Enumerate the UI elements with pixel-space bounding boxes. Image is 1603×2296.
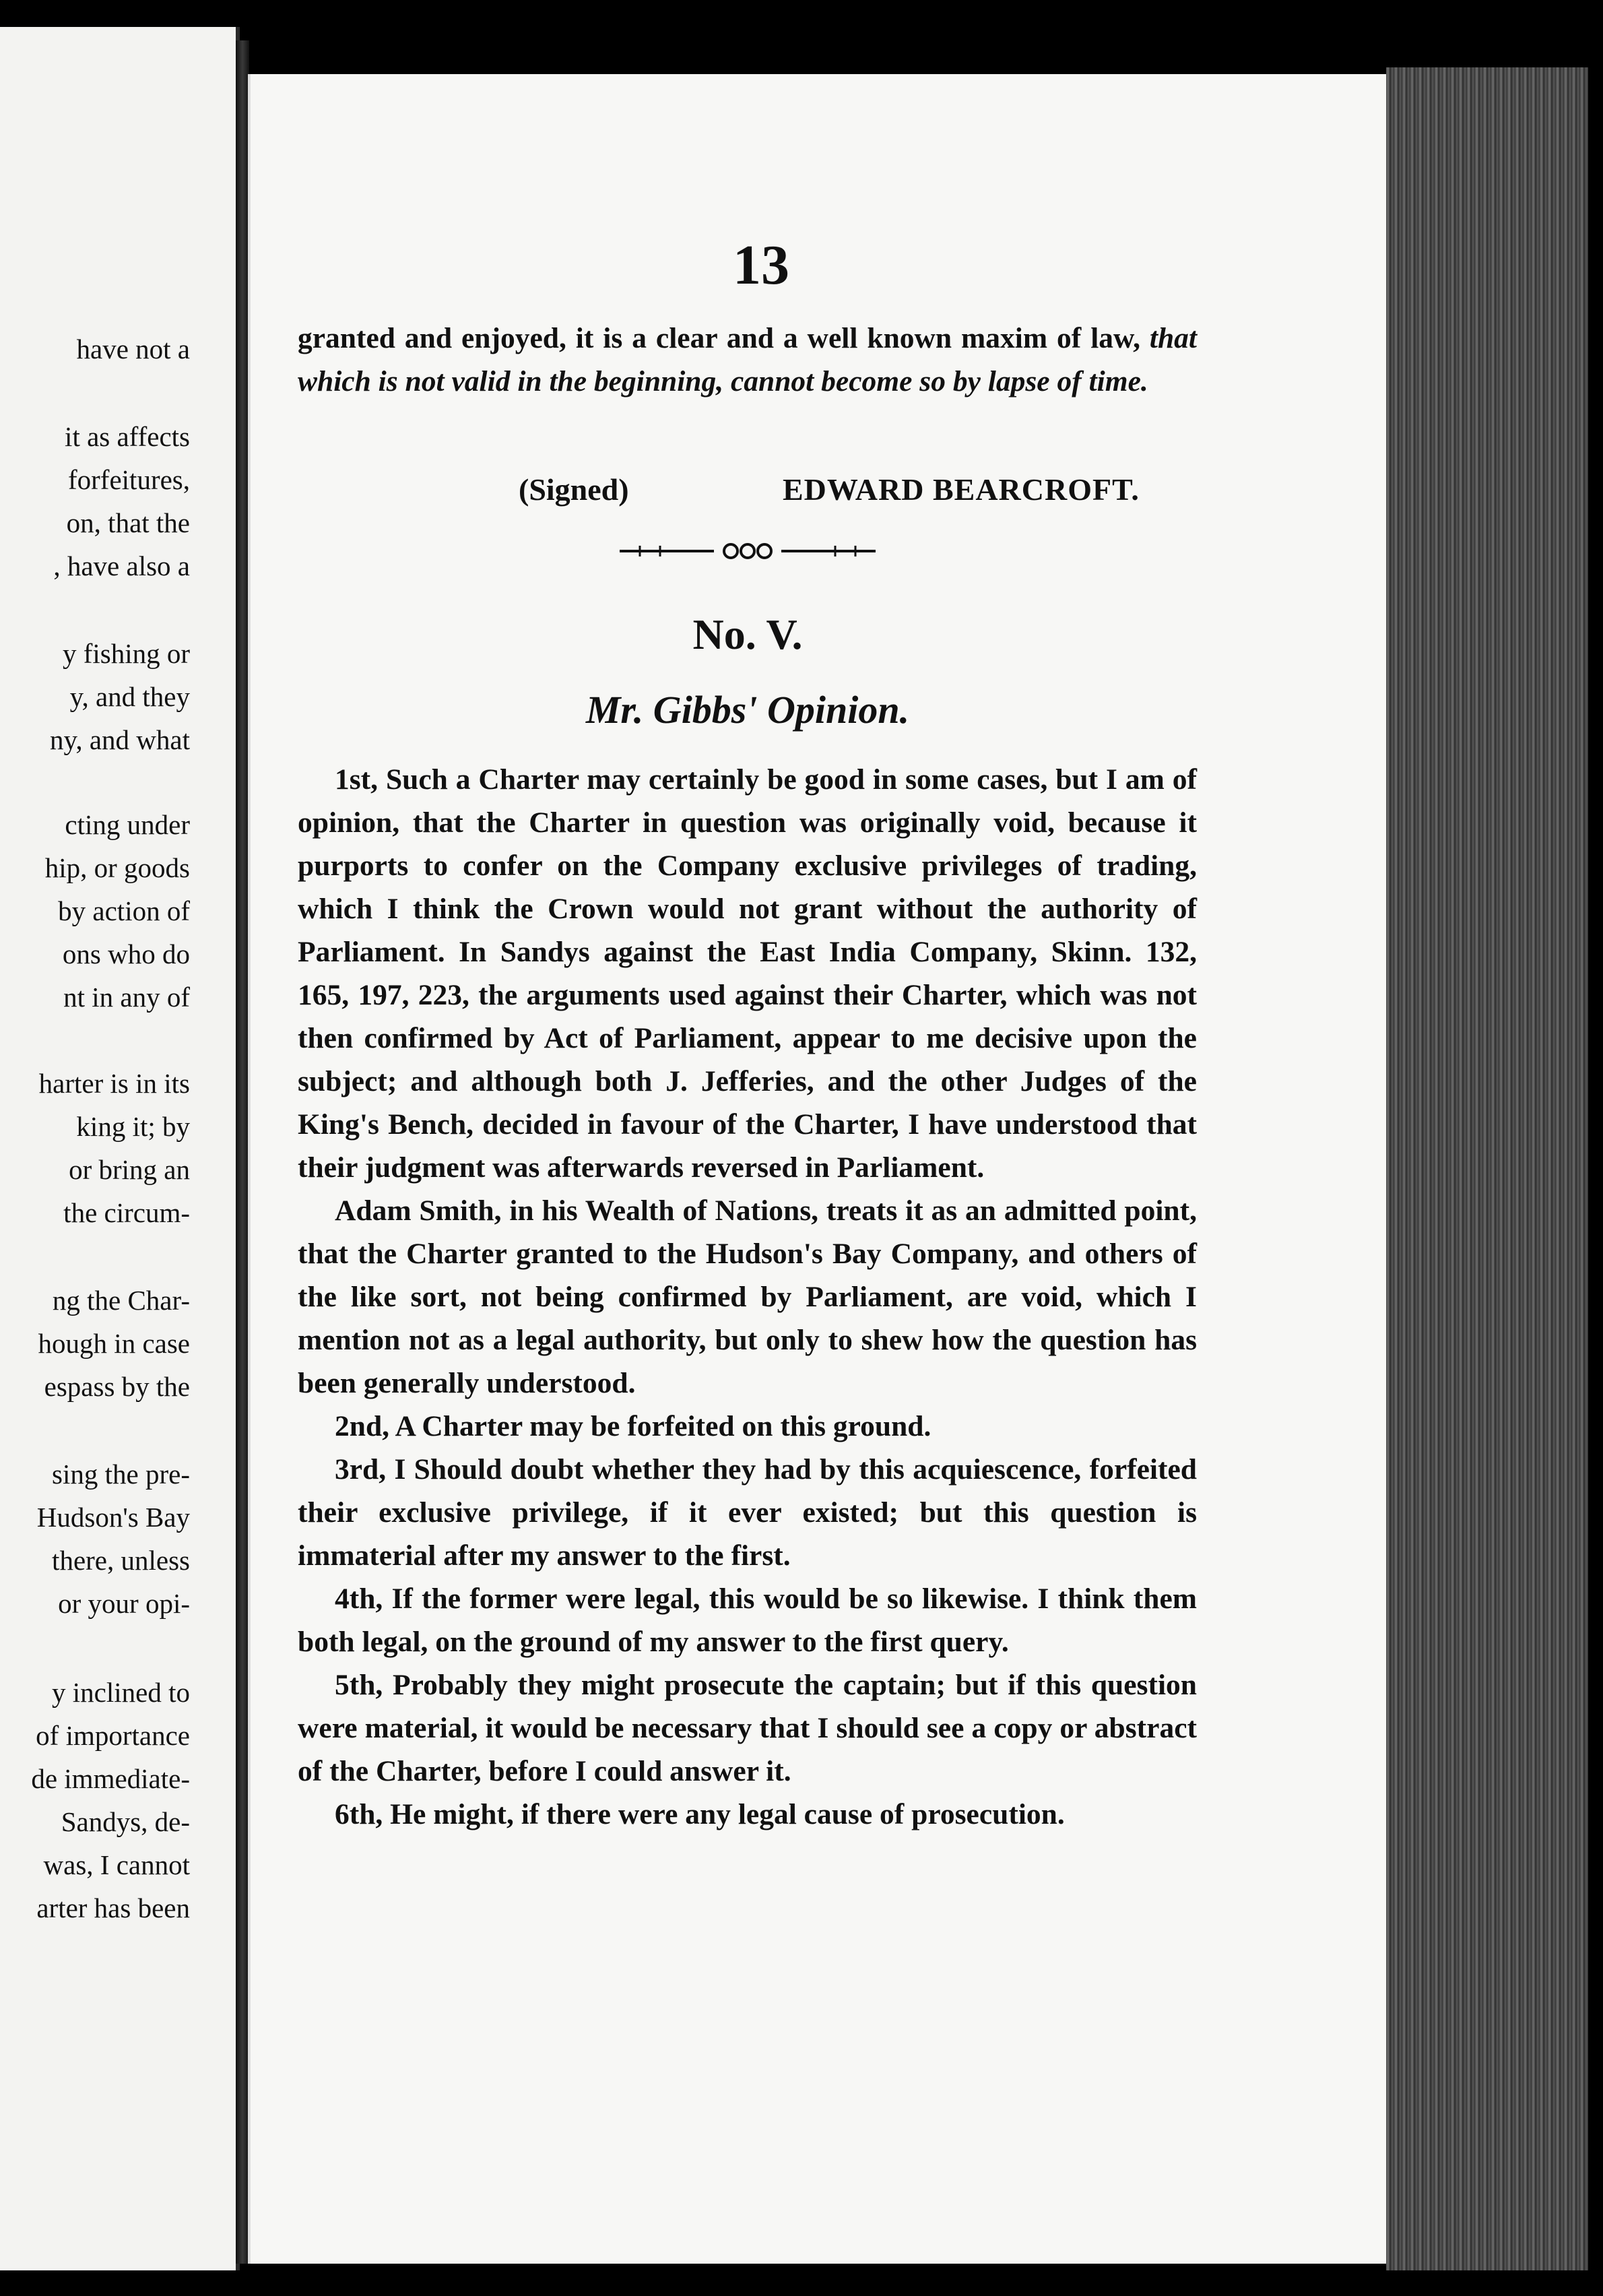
left-page-line: Hudson's Bay (36, 1502, 190, 1533)
page-number: 13 (733, 234, 789, 296)
opening-paragraph (298, 317, 1197, 403)
section-number: No. V. (692, 610, 803, 658)
left-page-line: sing the pre- (52, 1459, 190, 1490)
left-page-line: cting under (65, 809, 190, 840)
left-page-line: forfeitures, (68, 464, 190, 495)
left-page-line: king it; by (76, 1111, 190, 1142)
left-page-line: by action of (58, 895, 190, 926)
page-edge-stack (1386, 67, 1588, 2270)
left-page-line: or bring an (69, 1154, 190, 1185)
left-page-fragment (0, 27, 240, 2270)
section-title: Mr. Gibbs' Opinion. (585, 688, 910, 732)
signed-label: (Signed) (519, 472, 629, 507)
left-page-line: have not a (76, 333, 190, 364)
paragraph: 2nd, A Charter may be forfeited on this ground. (335, 1410, 931, 1442)
opening-text-2: so by (919, 365, 981, 397)
left-page-line: there, unless (52, 1545, 190, 1576)
left-page-line: or your opi- (58, 1588, 190, 1619)
left-page-line: nt in any of (63, 982, 190, 1013)
left-page-line: , have also a (53, 550, 190, 581)
paragraph: 3rd, I Should doubt whether they had by this acquiescence, forfeited their exclusive privilege, if it ever existed; but this question is immaterial after my answer to the first. (298, 1453, 1197, 1572)
left-page-line: was, I cannot (43, 1849, 190, 1880)
left-page-line: ny, and what (50, 724, 190, 755)
left-page-line: de immediate- (31, 1763, 190, 1794)
paragraph: 6th, He might, if there were any legal cause of prosecution. (335, 1798, 1065, 1830)
left-page-line: hough in case (38, 1328, 190, 1359)
left-page-line: y fishing or (62, 638, 190, 669)
left-page-line: of importance (36, 1720, 190, 1751)
opening-text: granted and enjoyed, it is a clear and a well known maxim of law, (298, 322, 1140, 354)
book-gutter (236, 40, 249, 2264)
left-page-line: on, that the (66, 507, 190, 538)
left-page-line: y inclined to (52, 1677, 190, 1708)
opening-italic: that which is not valid in the beginning, cannot become (298, 322, 1198, 397)
paragraph: 4th, If the former were legal, this would be so likewise. I think them both legal, on the ground of my answer to the first query. (298, 1583, 1197, 1658)
ornament-divider (613, 538, 882, 565)
left-page-line: Sandys, de- (61, 1806, 190, 1837)
paragraph: 1st, Such a Charter may certainly be good in some cases, but I am of opinion, that the Charter in question was originally void, because it purports to confer on the Company exclusive privileges of trading, which I think the Crown would not grant without the authority of Parliament. In Sandys against the East India Company, Skinn. 132, 165, 197, 223, the arguments used against their Charter, which was not then confirmed by Act of Parliament, appear to me decisive upon the subject; and although both J. Jefferies, and the other Judges of the King's Bench, decided in favour of the Charter, I have understood that their judgment was afterwards reversed in Parliament. (298, 763, 1197, 1184)
left-page-line: hip, or goods (44, 852, 190, 883)
left-page-line: arter has been (36, 1892, 190, 1923)
left-page-line: the circum- (63, 1197, 190, 1228)
paragraph: Adam Smith, in his Wealth of Nations, treats it as an admitted point, that the Charter granted to the Hudson's Bay Company, and others of the like sort, not being confirmed by Parliament, are void, which I mention not as a legal authority, but only to shew how the question has been generally understood. (298, 1194, 1197, 1399)
left-page-line: espass by the (44, 1371, 190, 1402)
left-page-line: harter is in its (38, 1068, 190, 1099)
signer-name: EDWARD BEARCROFT. (783, 472, 1140, 507)
left-page-line: ons who do (62, 938, 190, 969)
opinion-body (298, 758, 1197, 1836)
left-page-line: y, and they (69, 681, 190, 712)
opening-italic-2: lapse of time. (987, 365, 1148, 397)
left-page-line: it as affects (65, 421, 190, 452)
paragraph: 5th, Probably they might prosecute the captain; but if this question were material, it would be necessary that I should see a copy or abstract of the Charter, before I could answer it. (298, 1669, 1197, 1787)
left-page-line: ng the Char- (52, 1285, 190, 1316)
